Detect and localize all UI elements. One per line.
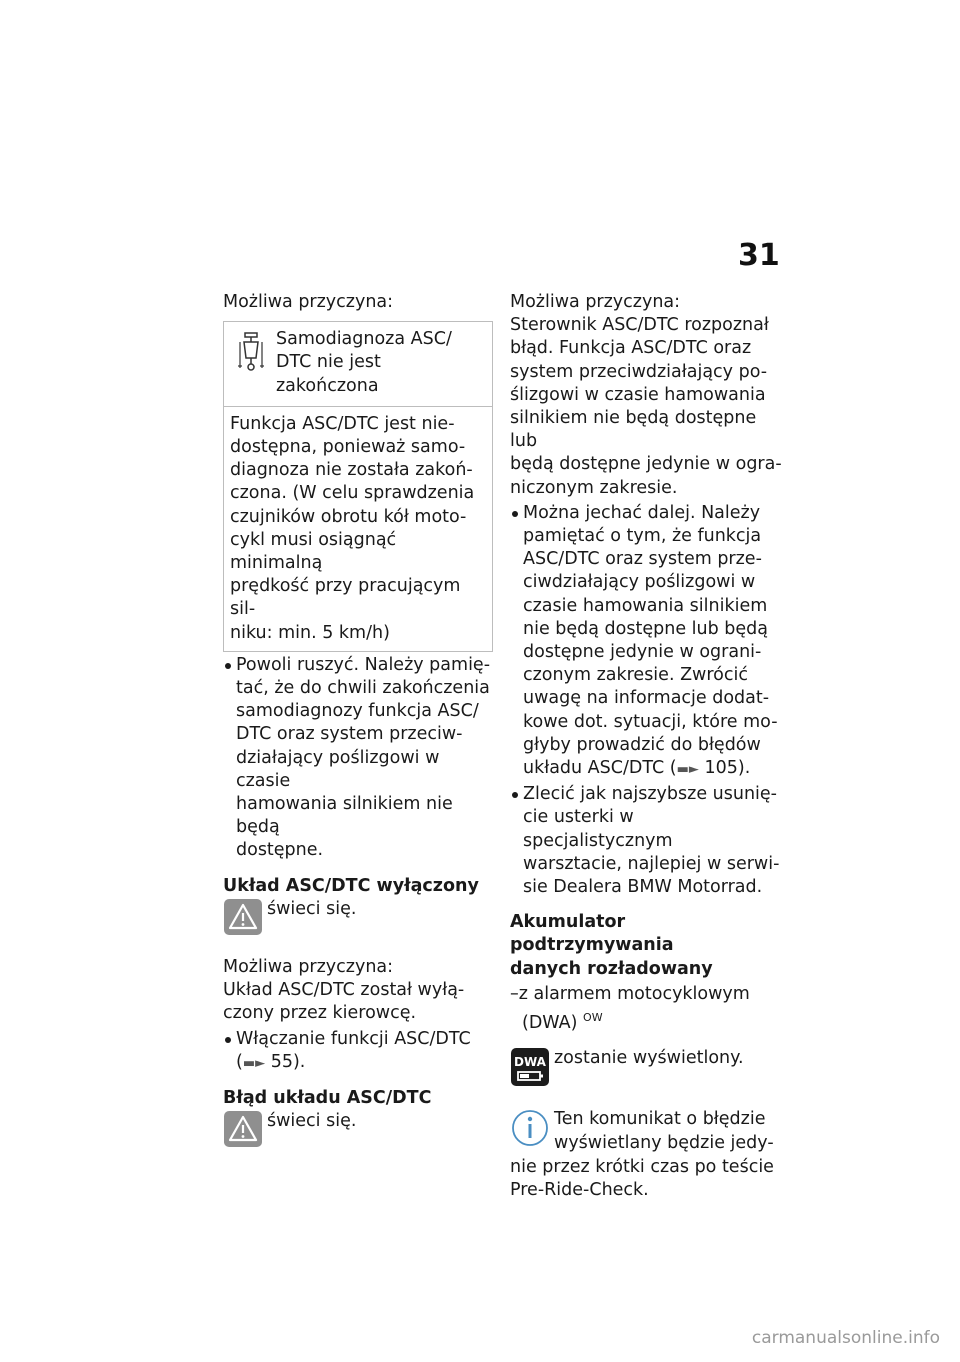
bullet-continue-riding (510, 502, 782, 781)
watermark: carmanualsonline.info (751, 1328, 940, 1348)
box-body-line: Funkcja ASC/DTC jest nie- (230, 413, 455, 434)
info-line: nie przez krótki czas po teście (510, 1156, 774, 1177)
heading-battery: Akumulator podtrzymywania (510, 912, 674, 956)
dwa-row (510, 1047, 782, 1094)
bullet-line: tać, że do chwili zakończenia (236, 678, 490, 699)
box-body-line: diagnoza nie została zakoń- (230, 460, 473, 481)
cause-label: Możliwa przyczyna: (223, 292, 394, 312)
bullet-slow-start (223, 654, 493, 863)
page-reference[interactable] (523, 757, 782, 781)
bullet-line: sie Dealera BMW Motorrad. (523, 877, 763, 898)
bullet-line: czonym zakresie. Zwrócić (523, 665, 748, 686)
bullet-line: samodiagnozy funkcja ASC/ (236, 701, 479, 722)
bullet-line: kowe dot. sytuacji, które mo- (523, 711, 778, 732)
cause-label: Możliwa przyczyna: (510, 292, 681, 312)
bullet-line: Włączanie funkcji ASC/DTC (236, 1028, 471, 1049)
bullet-line: dostępne. (236, 840, 324, 861)
dwa-battery-icon (510, 1047, 554, 1094)
info-line: wyświetlany będzie jedy- (554, 1132, 774, 1153)
bullet-line: ASC/DTC oraz system prze- (523, 549, 762, 570)
info-icon (510, 1108, 554, 1155)
box-body-line: czona. (W celu sprawdzenia (230, 483, 475, 504)
reference-page: 55). (270, 1051, 306, 1072)
warning-row (223, 898, 493, 943)
reference-page: 105). (704, 758, 751, 779)
heading-battery-cont: danych rozładowany (510, 958, 713, 979)
right-column (510, 291, 782, 1202)
bullet-line: działający poślizgowi w czasie (236, 747, 440, 791)
lights-text: świeci się. (267, 1111, 357, 1132)
bullet-line: Powoli ruszyć. Należy pamię- (236, 654, 491, 675)
dwa-abbrev: (DWA) (522, 1012, 578, 1033)
bullet-line: ciwdziałający poślizgowi w (523, 572, 756, 593)
dash-item-cont (510, 1006, 782, 1035)
heading-asc-off: Układ ASC/DTC wyłączony (223, 875, 479, 896)
box-body-line: czujników obrotu kół moto- (230, 506, 467, 527)
bullet-line: warsztacie, najlepiej w serwi- (523, 853, 780, 874)
bullet-line: nie będą dostępne lub będą (523, 618, 768, 639)
cause-line: Układ ASC/DTC został wyłą- (223, 980, 465, 1001)
bullet-line: głyby prowadzić do błędów (523, 734, 761, 755)
shown-text: zostanie wyświetlony. (554, 1048, 744, 1069)
info-text (554, 1108, 774, 1154)
warning-triangle-icon (223, 898, 267, 943)
bullet-line-text: układu ASC/DTC ( (523, 758, 677, 779)
box-body-line: prędkość przy pracującym sil- (230, 576, 461, 620)
bullet-line: DTC oraz system przeciw- (236, 724, 463, 745)
cause-line: ślizgowi w czasie hamowania (510, 384, 766, 405)
info-line: Ten komunikat o błędzie (554, 1109, 766, 1130)
info-line: Pre-Ride-Check. (510, 1179, 649, 1200)
cause-line: błąd. Funkcja ASC/DTC oraz (510, 338, 752, 359)
cause-line: Sterownik ASC/DTC rozpoznał (510, 315, 769, 336)
bullet-repair (510, 783, 782, 899)
dash-item: –z alarmem motocyklowym (510, 983, 750, 1004)
left-column (223, 291, 493, 1156)
lights-text: świeci się. (267, 898, 357, 919)
bullet-line: pamiętać o tym, że funkcja (523, 526, 762, 547)
bullet-line: uwagę na informacje dodat- (523, 688, 770, 709)
page-number: 31 (738, 238, 780, 273)
box-body (224, 407, 492, 651)
cause-line: będą dostępne jedynie w ogra- (510, 454, 782, 475)
dwa-icon-label: DWA (514, 1055, 546, 1070)
page-reference[interactable]: (▬► 55). (236, 1051, 306, 1072)
box-body-line: cykl musi osiągnąć minimalną (230, 529, 397, 574)
self-diagnosis-box (223, 321, 493, 652)
box-body-line: dostępna, ponieważ samo- (230, 437, 466, 458)
cause-line: czony przez kierowcę. (223, 1003, 417, 1024)
box-body-line: niku: min. 5 km/h) (230, 622, 390, 643)
bullet-enable-function (223, 1028, 493, 1075)
heading-asc-error: Błąd układu ASC/DTC (223, 1088, 432, 1109)
arrow-right-icon: ▬► (242, 1055, 266, 1071)
box-title-line: Samodiagnoza ASC/ (276, 329, 452, 350)
bullet-line: Można jechać dalej. Należy (523, 502, 761, 523)
diagnosis-icon (230, 328, 272, 372)
box-title (272, 328, 486, 398)
info-row (510, 1108, 782, 1155)
cause-line: system przeciwdziałający po- (510, 361, 768, 382)
box-title-line: DTC nie jest zakończona (276, 352, 381, 396)
arrow-right-icon: ▬► (676, 762, 699, 778)
bullet-line: hamowania silnikiem nie będą (236, 794, 453, 838)
cause-line: niczonym zakresie. (510, 477, 678, 498)
box-header (224, 322, 492, 407)
cause-line: silnikiem nie będą dostępne lub (510, 408, 757, 452)
bullet-line: cie usterki w specjalistycznym (523, 807, 673, 851)
bullet-line: Zlecić jak najszybsze usunię- (523, 784, 777, 805)
bullet-line: czasie hamowania silnikiem (523, 595, 768, 616)
bullet-line: dostępne jedynie w ograni- (523, 642, 762, 663)
warning-triangle-icon (223, 1110, 267, 1155)
warning-row (223, 1110, 493, 1155)
option-marker: OW (583, 1011, 603, 1025)
cause-label: Możliwa przyczyna: (223, 957, 394, 978)
